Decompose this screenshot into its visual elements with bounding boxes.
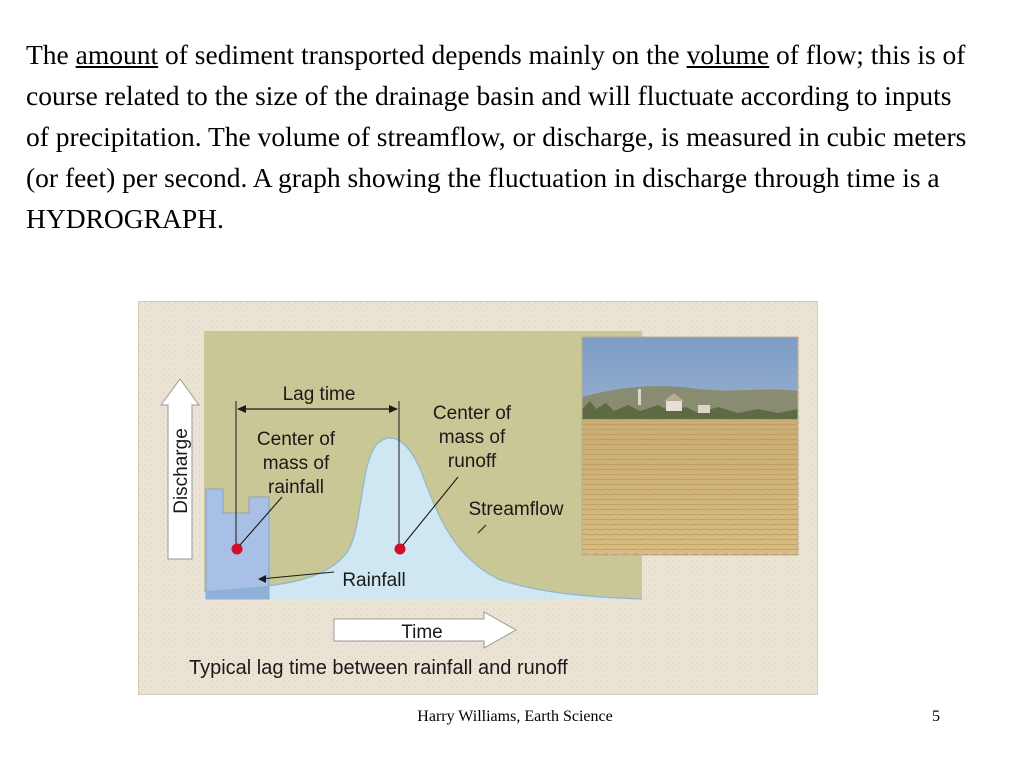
- rainfall-center-dot: [232, 544, 243, 555]
- rainfall-center-label-2: mass of: [262, 453, 330, 474]
- rainfall-center-label-1: Center of: [256, 429, 336, 450]
- underlined-word-volume: volume: [686, 39, 770, 70]
- text-run: The: [26, 39, 76, 70]
- landscape-photo: [582, 337, 798, 555]
- text-run: of sediment transported depends mainly on the: [158, 39, 687, 70]
- rainfall-label: Rainfall: [342, 570, 406, 591]
- footer-author: Harry Williams, Earth Science: [417, 708, 613, 725]
- page-number: 5: [932, 708, 940, 725]
- lag-time-label: Lag time: [282, 384, 356, 405]
- runoff-center-dot: [395, 544, 406, 555]
- discharge-axis-label: Discharge: [171, 428, 192, 514]
- runoff-center-label-3: runoff: [447, 451, 497, 472]
- body-paragraph: [26, 34, 976, 239]
- figure-caption: Typical lag time between rainfall and runoff: [189, 657, 568, 679]
- hydrograph-diagram: [138, 301, 818, 695]
- text-run: of flow; this is of course related to the size of the drainage basin and will fluctuate according to inputs of precipitation. The volume of streamflow, or discharge, is measured in cubic meters (or feet) per second. A graph showing the fluctuation in discharge through time is a HYDROGRAPH.: [26, 39, 967, 234]
- streamflow-label: Streamflow: [468, 499, 564, 520]
- hydrograph-figure: [138, 301, 818, 695]
- underlined-word-amount: amount: [75, 39, 159, 70]
- runoff-center-label-2: mass of: [438, 427, 506, 448]
- runoff-center-label-1: Center of: [432, 403, 512, 424]
- time-axis-label: Time: [401, 622, 443, 643]
- rainfall-center-label-3: rainfall: [268, 477, 324, 498]
